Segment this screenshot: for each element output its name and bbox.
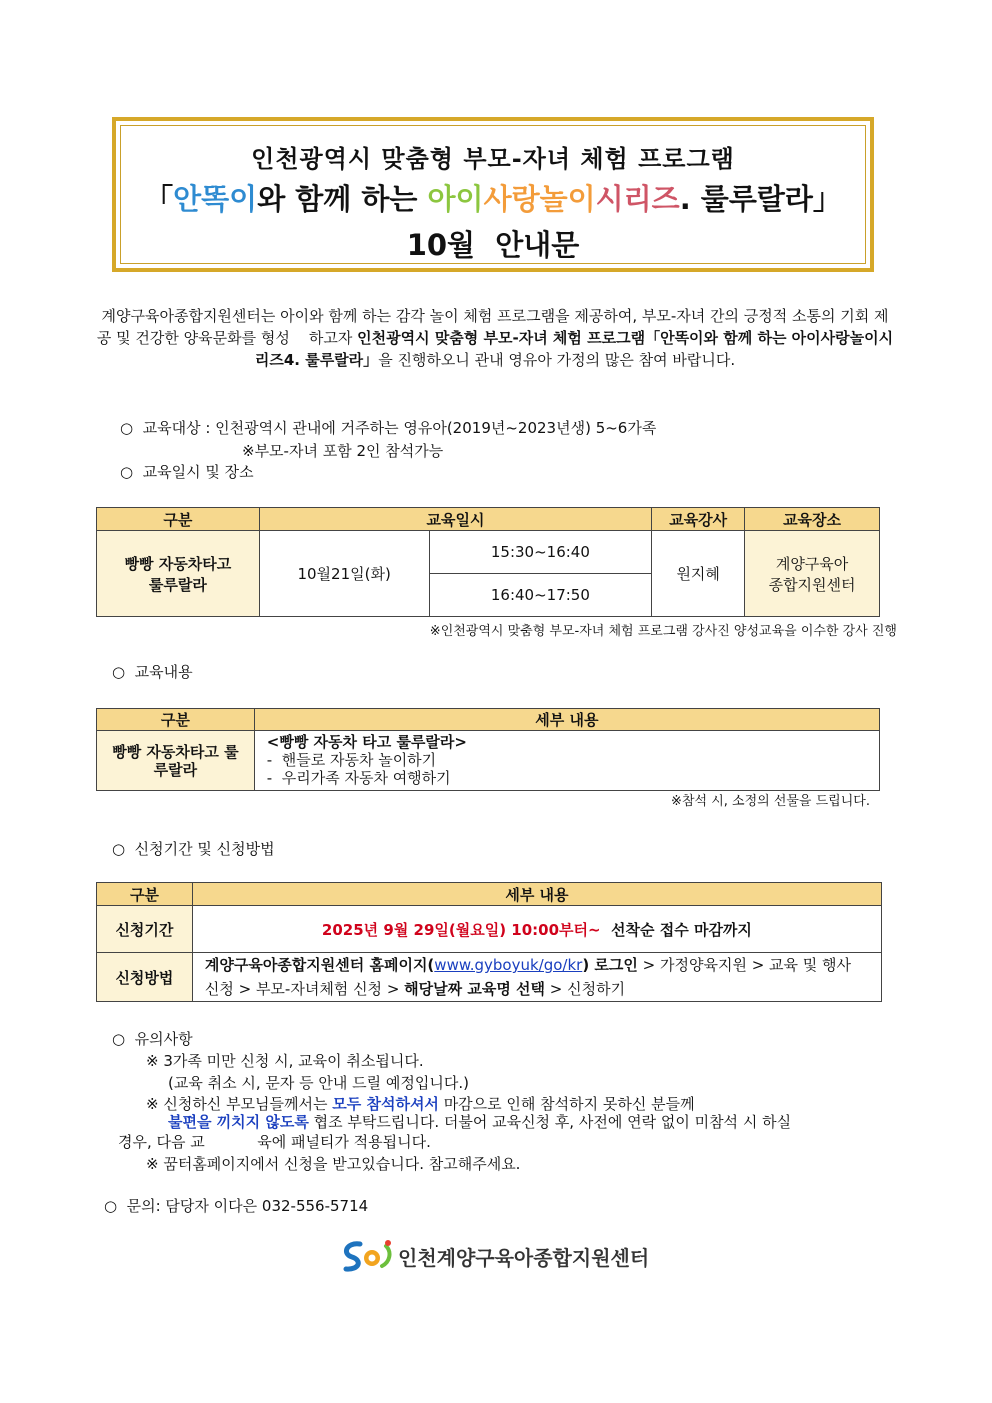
schedule-header-category: 구분 (97, 508, 260, 531)
content-header-detail: 세부 내용 (254, 709, 879, 731)
intro-bold: 인천광역시 맞춤형 부모-자녀 체험 프로그램「안똑이와 함께 하는 아이사랑놀이시리즈4. 룰루랄라」 (254, 329, 894, 369)
title-mid: 와 함께 하는 (257, 182, 428, 216)
apply-period-rest: 선착순 접수 마감까지 (600, 920, 752, 939)
caution-2-line2 (168, 1111, 791, 1132)
schedule-time-2: 16:40~17:50 (429, 574, 652, 617)
caution-1: ※ 3가족 미만 신청 시, 교육이 취소됩니다. (146, 1052, 424, 1070)
content-table (96, 708, 880, 791)
apply-period-date: 2025년 9월 29일(월요일) 10:00부터~ (321, 920, 601, 939)
content-item-1: - 핸들로 자동차 놀이하기 (266, 751, 437, 769)
content-title: <빵빵 자동차 타고 룰루랄라> (266, 733, 467, 751)
content-item-2: - 우리가족 자동차 여행하기 (266, 769, 451, 787)
schedule-header-datetime: 교육일시 (259, 508, 651, 531)
apply-heading: ○ 신청기간 및 신청방법 (112, 840, 275, 858)
schedule-place: 계양구육아 종합지원센터 (745, 531, 880, 617)
caution-2b: 마감으로 인해 참석하지 못하신 분들께 (438, 1095, 695, 1113)
apply-table (96, 882, 882, 1002)
schedule-heading: ○ 교육일시 및 장소 (120, 463, 254, 481)
title-line2 (116, 177, 870, 218)
schedule-date: 10월21일(화) (259, 531, 429, 617)
cautions-heading: ○ 유의사항 (112, 1030, 193, 1048)
apply-method-path: > 가정양육지원 > 교육 및 행사 신청 > 부모-자녀체험 신청 > (204, 956, 852, 998)
content-heading: ○ 교육내용 (112, 663, 193, 681)
target-note: ※부모-자녀 포함 2인 참석가능 (242, 442, 444, 460)
content-category: 빵빵 자동차타고 룰루랄라 (97, 731, 255, 791)
caution-3: ※ 꿈터홈페이지에서 신청을 받고있습니다. 참고해주세요. (146, 1155, 521, 1173)
apply-method-value (192, 953, 881, 1002)
apply-method-login: ) 로그인 (582, 956, 638, 974)
title-line3: 10월 안내문 (406, 228, 580, 262)
schedule-instructor: 원지혜 (652, 531, 745, 617)
apply-method-site: 계양구육아종합지원센터 홈페이지( (204, 956, 435, 974)
content-note: ※참석 시, 소정의 선물을 드립니다. (671, 794, 870, 809)
intro-part1: 계양구육아종합지원센터는 아이와 함께 하는 감각 놀이 체험 프로그램을 제공하여, 부모-자녀 간의 긍정적 소통의 기회 제공 및 건강한 양육문화를 형성 하고자 (96, 307, 889, 347)
content-header-category: 구분 (97, 709, 255, 731)
caution-1b: (교육 취소 시, 문자 등 안내 드릴 예정입니다.) (168, 1074, 469, 1092)
title-word-1: 아이 (427, 182, 484, 216)
schedule-header-place: 교육장소 (745, 508, 880, 531)
center-logo-icon (338, 1236, 396, 1276)
apply-period-label: 신청기간 (97, 906, 193, 953)
content-detail (254, 731, 879, 791)
title-end: . 룰루랄라」 (679, 182, 842, 216)
apply-header-detail: 세부 내용 (192, 883, 881, 906)
title-word-2: 사랑 (483, 182, 540, 216)
caution-2a: ※ 신청하신 부모님들께서는 (146, 1095, 333, 1113)
apply-header-category: 구분 (97, 883, 193, 906)
schedule-note: ※인천광역시 맞춤형 부모-자녀 체험 프로그램 강사진 양성교육을 이수한 강사 진행 (429, 624, 897, 639)
schedule-table (96, 507, 880, 617)
contact-line: ○ 문의: 담당자 이다은 032-556-5714 (104, 1197, 369, 1215)
apply-period-value (192, 906, 881, 953)
title-box (112, 117, 874, 272)
apply-method-link[interactable]: www.gyboyuk/go/kr (434, 956, 583, 974)
schedule-time-1: 15:30~16:40 (429, 531, 652, 574)
apply-method-select: 해당날짜 교육명 선택 (404, 980, 546, 998)
caution-2c-bold: 불편을 끼치지 않도록 (168, 1113, 309, 1131)
title-brand: 안똑이 (173, 182, 258, 216)
schedule-header-instructor: 교육강사 (652, 508, 745, 531)
center-logo-text: 인천계양구육아종합지원센터 (398, 1246, 650, 1270)
intro-paragraph (95, 305, 895, 371)
caution-2c: 협조 부탁드립니다. 더불어 교육신청 후, 사전에 연락 없이 미참석 시 하실 (308, 1113, 792, 1131)
title-line1: 인천광역시 맞춤형 부모-자녀 체험 프로그램 (251, 145, 735, 173)
title-word-3: 놀이 (539, 182, 596, 216)
schedule-category: 빵빵 자동차타고 룰루랄라 (97, 531, 260, 617)
title-bracket-open: 「 (144, 182, 174, 216)
intro-part2: 을 진행하오니 관내 영유아 가정의 많은 참여 바랍니다. (378, 351, 736, 369)
target-line: ○ 교육대상 : 인천광역시 관내에 거주하는 영유아(2019년~2023년생) 5~6가족 (120, 419, 657, 437)
caution-2-bold: 모두 참석하셔서 (332, 1095, 439, 1113)
apply-method-end: > 신청하기 (545, 980, 626, 998)
apply-method-label: 신청방법 (97, 953, 193, 1002)
title-word-4: 시리즈 (595, 182, 680, 216)
center-logo (338, 1236, 658, 1276)
caution-2-line3: 경우, 다음 교 육에 패널티가 적용됩니다. (118, 1133, 431, 1151)
